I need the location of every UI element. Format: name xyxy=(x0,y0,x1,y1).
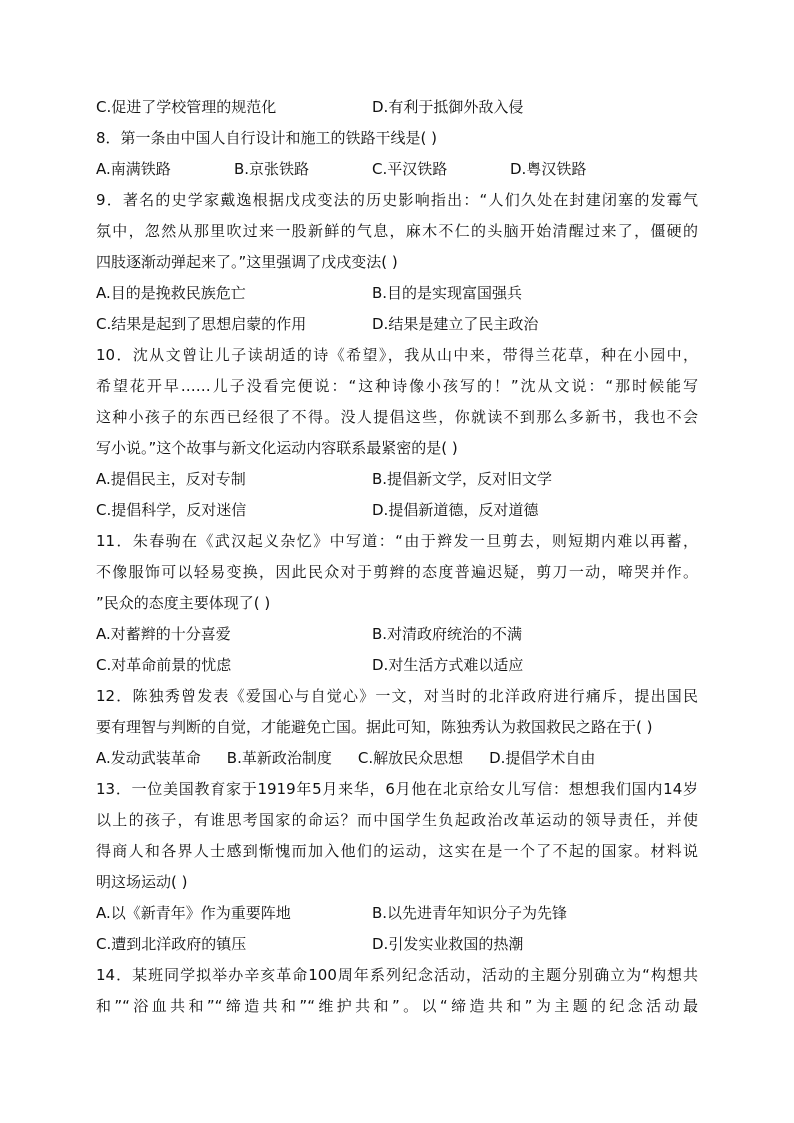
question-11-options-cd xyxy=(96,650,698,681)
question-11-line-2: 不像服饰可以轻易变换，因此民众对于剪辫的态度普遍迟疑，剪刀一动，啼哭并作。 xyxy=(96,563,698,581)
question-9-line-1: 9．著名的史学家戴逸根据戊戌变法的历史影响指出：“人们久处在封建闭塞的发霉气 xyxy=(96,191,698,209)
options-row xyxy=(96,92,698,123)
question-8-text: 8．第一条由中国人自行设计和施工的铁路干线是( ) xyxy=(96,129,438,147)
option-b: B.革新政治制度 xyxy=(226,749,332,767)
question-10-line-3: 这种小孩子的东西已经很了不得。没人提倡这些，你就读不到那么多新书，我也不会 xyxy=(96,408,698,426)
option-b: B.以先进青年知识分子为先锋 xyxy=(372,904,568,922)
option-d: D.提倡新道德，反对道德 xyxy=(372,501,539,519)
option-b: B.京张铁路 xyxy=(234,160,310,178)
question-13-options-ab xyxy=(96,898,698,929)
option-d: D.结果是建立了民主政治 xyxy=(372,315,539,333)
question-8-options xyxy=(96,154,698,185)
option-a: A.南满铁路 xyxy=(96,160,171,178)
question-14-line-2: 和”“浴血共和”“缔造共和”“维护共和”。以“缔造共和”为主题的纪念活动最 xyxy=(96,997,698,1015)
option-b: B.提倡新文学，反对旧文学 xyxy=(372,470,553,488)
question-10-line-1: 10．沈从文曾让儿子读胡适的诗《希望》，我从山中来，带得兰花草，种在小园中， xyxy=(96,346,698,364)
question-10-options-ab xyxy=(96,464,698,495)
option-d: D.对生活方式难以适应 xyxy=(372,656,524,674)
question-9-options-cd xyxy=(96,309,698,340)
option-d: D.引发实业救国的热潮 xyxy=(372,935,524,953)
option-c: C.促进了学校管理的规范化 xyxy=(96,98,277,116)
question-12-line-2: 要有理智与判断的自觉，才能避免亡国。据此可知，陈独秀认为救国救民之路在于( ) xyxy=(96,718,653,736)
question-9-line-3: 四肢逐渐动弹起来了。”这里强调了戊戌变法( ) xyxy=(96,253,398,271)
option-b: B.对清政府统治的不满 xyxy=(372,625,523,643)
option-c: C.对革命前景的忧虑 xyxy=(96,656,232,674)
question-13-line-1: 13．一位美国教育家于1919年5月来华，6月他在北京给女儿写信：想想我们国内14岁 xyxy=(96,780,698,798)
question-10-line-2: 希望花开早……儿子没看完便说：“这种诗像小孩写的！”沈从文说：“那时候能写 xyxy=(96,377,698,395)
option-d: D.有利于抵御外敌入侵 xyxy=(372,98,524,116)
question-13-line-4: 明这场运动( ) xyxy=(96,873,188,891)
option-a: A.对蓄辫的十分喜爱 xyxy=(96,625,231,643)
option-c: C.结果是起到了思想启蒙的作用 xyxy=(96,315,307,333)
option-a: A.发动武装革命 xyxy=(96,749,201,767)
option-c: C.解放民众思想 xyxy=(357,749,464,767)
question-12-options xyxy=(96,743,698,774)
question-10-line-4: 写小说。”这个故事与新文化运动内容联系最紧密的是( ) xyxy=(96,439,458,457)
option-c: C.提倡科学，反对迷信 xyxy=(96,501,247,519)
question-11-line-1: 11．朱春驹在《武汉起义杂忆》中写道：“由于辫发一旦剪去，则短期内难以再蓄， xyxy=(96,532,698,550)
question-11-line-3: ”民众的态度主要体现了( ) xyxy=(96,594,271,612)
option-a: A.以《新青年》作为重要阵地 xyxy=(96,904,291,922)
question-13-line-3: 得商人和各界人士感到惭愧而加入他们的运动，这实在是一个了不起的国家。材料说 xyxy=(96,842,698,860)
question-13-options-cd xyxy=(96,929,698,960)
option-b: B.目的是实现富国强兵 xyxy=(372,284,523,302)
question-13-line-2: 以上的孩子，有谁思考国家的命运？而中国学生负起政治改革运动的领导责任，并使 xyxy=(96,811,698,829)
option-a: A.目的是挽救民族危亡 xyxy=(96,284,246,302)
question-9-options-ab xyxy=(96,278,698,309)
option-c: C.遭到北洋政府的镇压 xyxy=(96,935,247,953)
option-d: D.粤汉铁路 xyxy=(510,160,587,178)
question-14-line-1: 14．某班同学拟举办辛亥革命100周年系列纪念活动，活动的主题分别确立为“构想共 xyxy=(96,966,698,984)
option-a: A.提倡民主，反对专制 xyxy=(96,470,246,488)
question-10-options-cd xyxy=(96,495,698,526)
question-12-line-1: 12．陈独秀曾发表《爱国心与自觉心》一文，对当时的北洋政府进行痛斥，提出国民 xyxy=(96,687,698,705)
exam-page xyxy=(96,92,698,1022)
option-c: C.平汉铁路 xyxy=(372,160,448,178)
question-9-line-2: 氛中，忽然从那里吹过来一股新鲜的气息，麻木不仁的头脑开始清醒过来了，僵硬的 xyxy=(96,222,698,240)
option-d: D.提倡学术自由 xyxy=(489,749,596,767)
question-11-options-ab xyxy=(96,619,698,650)
